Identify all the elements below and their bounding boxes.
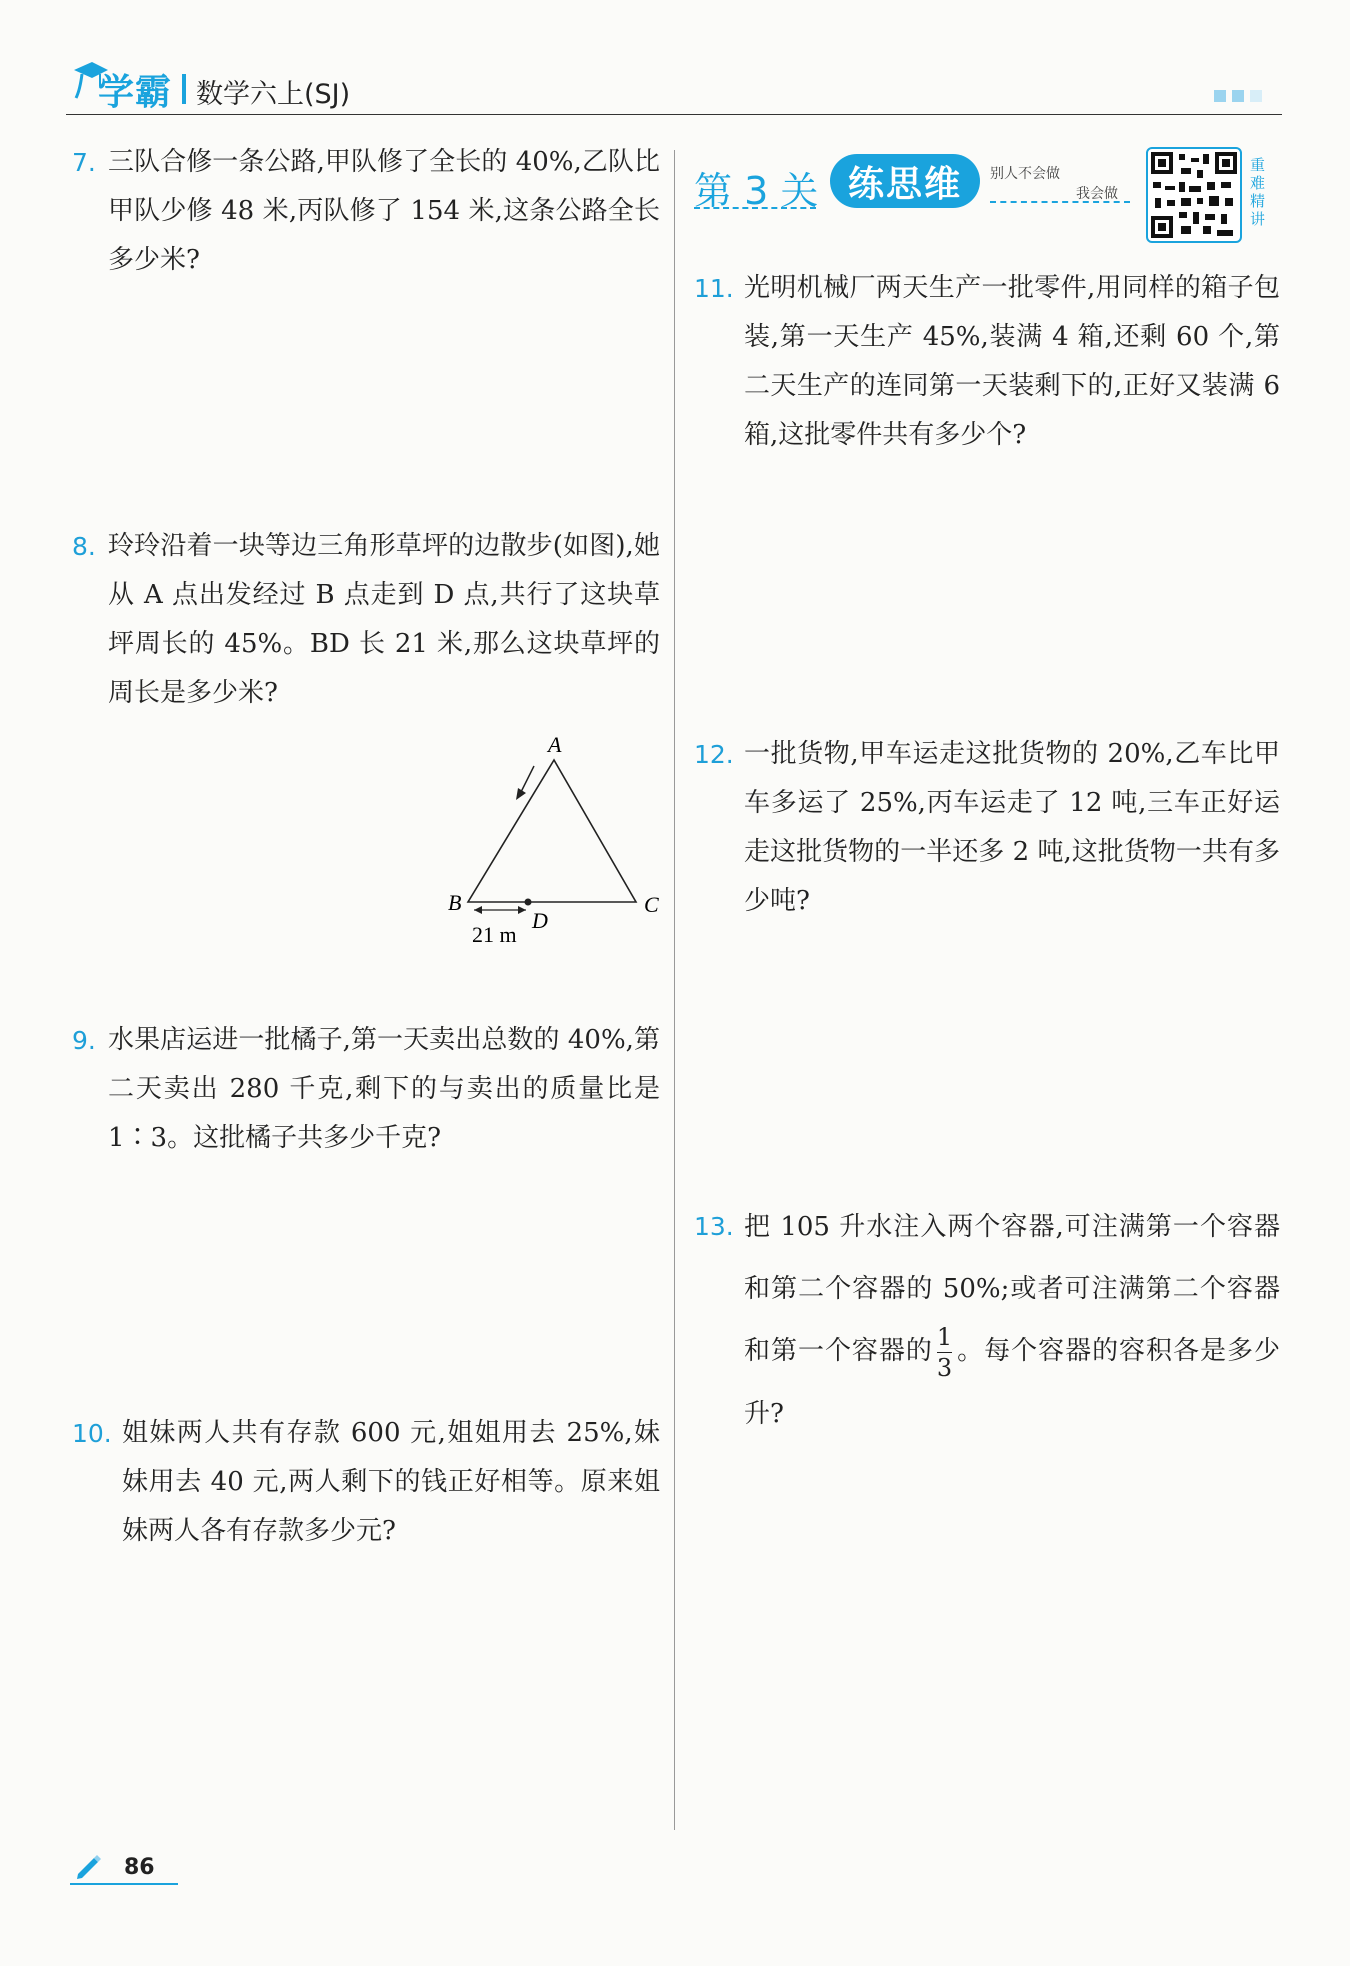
section-arrow-line xyxy=(990,201,1130,203)
problem-11 xyxy=(694,264,1280,460)
problem-text xyxy=(694,1196,1280,1445)
problem-12 xyxy=(694,730,1280,926)
problem-8 xyxy=(72,522,660,718)
problem-text: 水果店运进一批橘子,第一天卖出总数的 40%,第二天卖出 280 千克,剩下的与卖出的质量比是 1∶3。这批橘子共多少千克? xyxy=(108,1025,660,1153)
triangle-shape xyxy=(468,760,636,902)
section-title: 第 3 关 xyxy=(694,169,819,213)
qr-code-icon xyxy=(1151,152,1237,238)
label-a: A xyxy=(548,732,562,757)
section-tagline-2: 我会做 xyxy=(1076,186,1118,202)
problem-number: 7. xyxy=(72,148,96,177)
problem-text: 玲玲沿着一块等边三角形草坪的边散步(如图),她从 A 点出发经过 B 点走到 D 点,共行了这块草坪周长的 45%。BD 长 21 米,那么这块草坪的周长是多少米? xyxy=(108,531,660,708)
problem-number: 12. xyxy=(694,740,734,769)
fraction-numerator: 1 xyxy=(936,1322,953,1351)
problem-number: 9. xyxy=(72,1026,96,1055)
header-decoration xyxy=(1214,90,1262,102)
page-number: 86 xyxy=(124,1855,155,1880)
fraction-one-third xyxy=(937,1322,952,1383)
problem-text: 一批货物,甲车运走这批货物的 20%,乙车比甲车多运了 25%,丙车运走了 12 吨,三车正好运走这批货物的一半还多 2 吨,这批货物一共有多少吨? xyxy=(744,739,1280,916)
problem-13 xyxy=(694,1196,1280,1445)
qr-side-label: 重难精讲 xyxy=(1250,156,1266,228)
walk-direction-arrow xyxy=(520,766,534,794)
book-title: 数学六上(SJ) xyxy=(196,79,351,110)
problem-text: 光明机械厂两天生产一批零件,用同样的箱子包装,第一天生产 45%,装满 4 箱,还剩 60 个,第二天生产的连同第一天装剩下的,正好又装满 6 箱,这批零件共有多少个? xyxy=(744,273,1280,450)
length-label: 21 m xyxy=(472,922,517,947)
problem-text-after: 。每个容器的容积各是多少升? xyxy=(744,1336,1280,1429)
problem-7 xyxy=(72,138,660,285)
qr-code[interactable] xyxy=(1146,147,1242,243)
brand-divider xyxy=(182,74,186,104)
header-rule xyxy=(66,114,1282,115)
problem-number: 13. xyxy=(694,1212,734,1241)
problem-number: 10. xyxy=(72,1419,112,1448)
point-d xyxy=(525,899,532,906)
label-c: C xyxy=(644,892,659,917)
problem-text-before: 把 105 升水注入两个容器,可注满第一个容器和第二个容器的 50%;或者可注满第二个容器和第一个容器的 xyxy=(744,1212,1280,1366)
label-d: D xyxy=(532,908,548,933)
pencil-icon xyxy=(74,1852,102,1880)
problem-number: 11. xyxy=(694,274,734,303)
triangle-figure xyxy=(440,730,670,950)
problem-number: 8. xyxy=(72,532,96,561)
fraction-denominator: 3 xyxy=(936,1353,953,1382)
column-divider xyxy=(674,150,675,1830)
problem-text: 姐妹两人共有存款 600 元,姐姐用去 25%,妹妹用去 40 元,两人剩下的钱正好相等。原来姐妹两人各有存款多少元? xyxy=(122,1418,660,1546)
brand-logo: 学霸 xyxy=(98,72,173,113)
problem-9 xyxy=(72,1016,660,1163)
problem-text: 三队合修一条公路,甲队修了全长的 40%,乙队比甲队少修 48 米,丙队修了 154 米,这条公路全长多少米? xyxy=(108,147,660,275)
footer-rule xyxy=(70,1883,178,1885)
problem-10 xyxy=(72,1409,660,1556)
label-b: B xyxy=(448,890,462,915)
section-tagline-1: 别人不会做 xyxy=(990,166,1060,182)
section-underline xyxy=(694,207,816,209)
section-badge: 练思维 xyxy=(830,154,980,208)
